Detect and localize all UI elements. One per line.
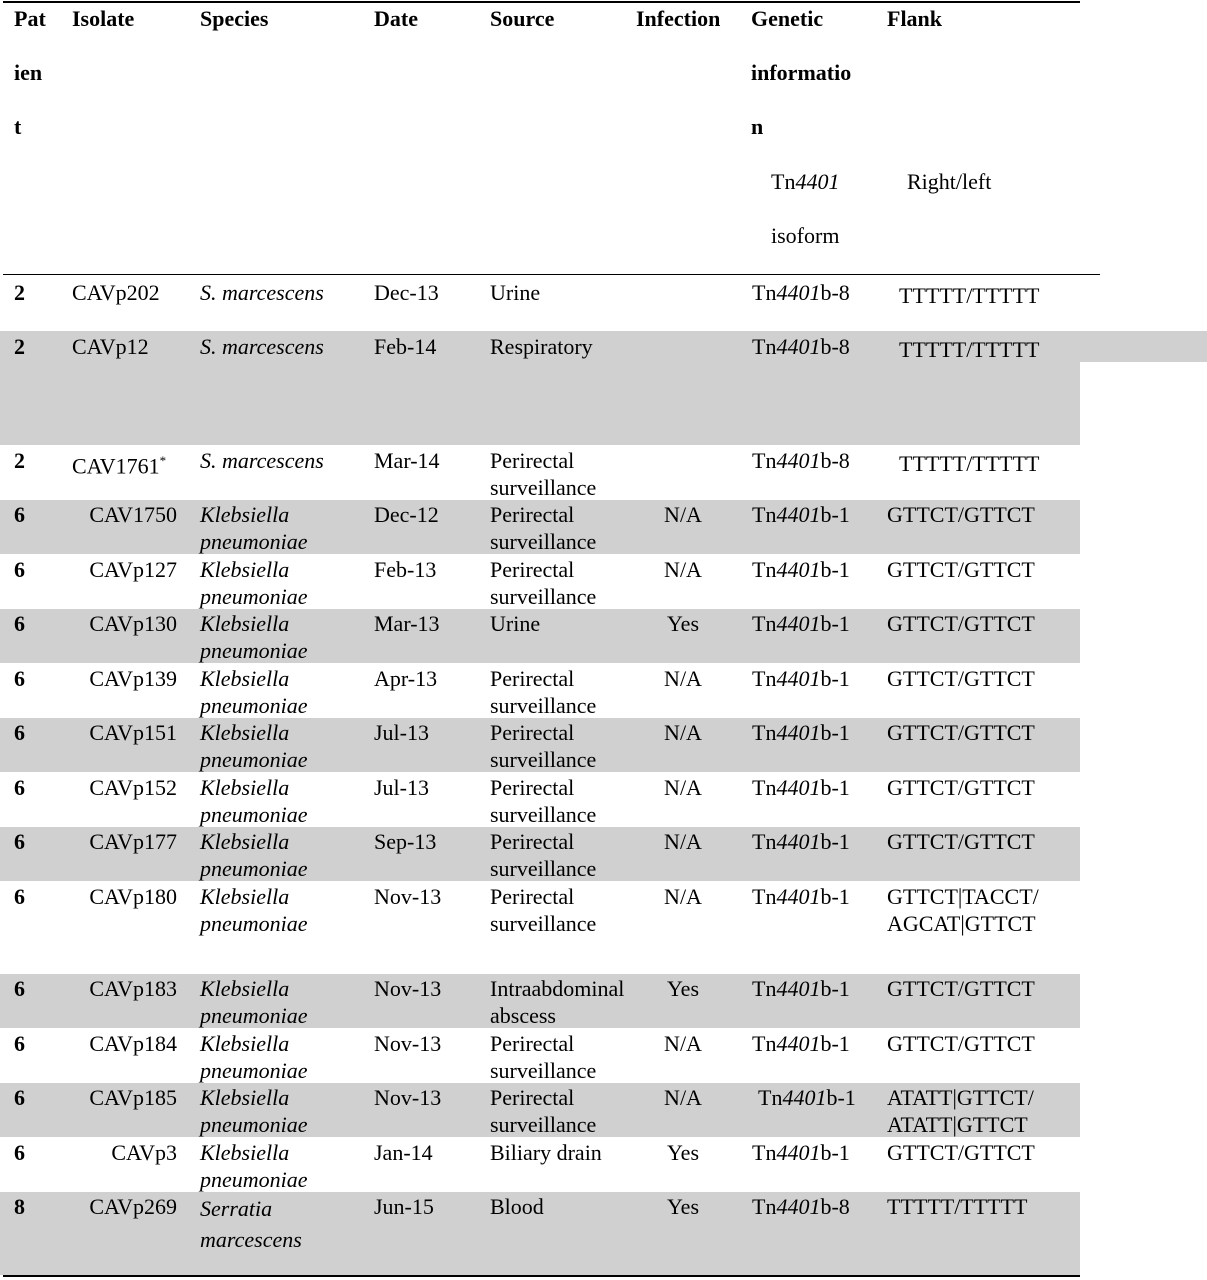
cell-species: Klebsiella pneumoniae [200, 884, 308, 936]
cell-flank: GTTCT/GTTCT [887, 976, 1035, 1001]
cell-isolate [89, 975, 177, 1002]
isolate-id: CAVp139 [89, 666, 177, 691]
cell-date: Mar-14 [374, 448, 440, 473]
header-genetic-2: informatio [751, 60, 852, 85]
cell-patient: 6 [14, 1031, 25, 1056]
cell-isolate [72, 279, 160, 306]
cell-date: Jan-14 [374, 1140, 433, 1165]
cell-date: Dec-13 [374, 280, 439, 305]
cell-flank: GTTCT/GTTCT [887, 1140, 1035, 1165]
tn-prefix: Tn [752, 611, 777, 636]
cell-source: Perirectal surveillance [490, 1085, 597, 1137]
cell-species: Klebsiella pneumoniae [200, 502, 308, 554]
cell-date: Jul-13 [374, 775, 429, 800]
cell-species: Klebsiella pneumoniae [200, 1085, 308, 1137]
cell-date: Jun-15 [374, 1194, 434, 1219]
isolate-id: CAVp130 [89, 611, 177, 636]
isolate-id: CAVp3 [111, 1140, 177, 1165]
cell-source: Urine [490, 280, 541, 305]
cell-tn-isoform [752, 333, 850, 360]
cell-infection: Yes [666, 976, 700, 1001]
cell-isolate [89, 719, 177, 746]
cell-date: Feb-13 [374, 557, 437, 582]
cell-flank: GTTCT/GTTCT [887, 666, 1035, 691]
cell-species: Klebsiella pneumoniae [200, 976, 308, 1028]
cell-source: Respiratory [490, 334, 593, 359]
cell-infection: N/A [664, 1085, 702, 1110]
tn-num: 4401 [776, 448, 821, 473]
cell-patient: 6 [14, 611, 25, 636]
isolate-id: CAVp184 [89, 1031, 177, 1056]
cell-flank: TTTTT/TTTTT [899, 451, 1040, 476]
cell-species: Klebsiella pneumoniae [200, 1140, 308, 1192]
row-shade [0, 362, 1080, 445]
cell-date: Jul-13 [374, 720, 429, 745]
cell-patient: 6 [14, 829, 25, 854]
tn-prefix: Tn [752, 448, 777, 473]
header-species: Species [200, 6, 269, 31]
cell-patient: 6 [14, 557, 25, 582]
tn-prefix: Tn [752, 334, 777, 359]
cell-date: Mar-13 [374, 611, 440, 636]
header-source: Source [490, 6, 555, 31]
cell-flank: GTTCT/GTTCT [887, 775, 1035, 800]
tn-prefix: Tn [752, 775, 777, 800]
tn-prefix: Tn [752, 884, 777, 909]
cell-flank: GTTCT/GTTCT [887, 720, 1035, 745]
isolate-footnote-mark: * [159, 453, 167, 468]
cell-infection: N/A [664, 884, 702, 909]
tn-suffix: b-1 [820, 557, 850, 582]
cell-tn-isoform [758, 1084, 856, 1111]
cell-date: Nov-13 [374, 976, 442, 1001]
cell-flank: GTTCT/GTTCT [887, 1031, 1035, 1056]
cell-species: Klebsiella pneumoniae [200, 666, 308, 718]
isolate-id: CAVp152 [89, 775, 177, 800]
cell-isolate [89, 1193, 177, 1220]
cell-source: Perirectal surveillance [490, 502, 597, 554]
header-patient-3: t [14, 114, 22, 139]
tn-num: 4401 [776, 502, 821, 527]
cell-patient: 2 [14, 448, 25, 473]
tn-suffix: b-1 [820, 1140, 850, 1165]
cell-source: Perirectal surveillance [490, 829, 597, 881]
cell-flank: TTTTT/TTTTT [899, 337, 1040, 362]
cell-infection: N/A [664, 666, 702, 691]
cell-tn-isoform [752, 610, 850, 637]
tn-prefix: Tn [752, 1194, 777, 1219]
cell-tn-isoform [752, 556, 850, 583]
cell-flank: GTTCT/GTTCT [887, 557, 1035, 582]
bottom-rule [3, 1275, 1080, 1277]
cell-species: Klebsiella pneumoniae [200, 611, 308, 663]
tn-prefix: Tn [752, 1140, 777, 1165]
isolate-id: CAVp177 [89, 829, 177, 854]
cell-tn-isoform [752, 883, 850, 910]
isolate-id: CAV1750 [89, 502, 177, 527]
cell-source: Perirectal surveillance [490, 884, 597, 936]
tn-num: 4401 [776, 884, 821, 909]
cell-species: Klebsiella pneumoniae [200, 775, 308, 827]
cell-isolate [89, 610, 177, 637]
cell-isolate [111, 1139, 177, 1166]
cell-tn-isoform [752, 1030, 850, 1057]
tn-prefix: Tn [752, 557, 777, 582]
cell-infection: N/A [664, 720, 702, 745]
cell-date: Nov-13 [374, 1031, 442, 1056]
cell-tn-isoform [752, 774, 850, 801]
cell-source: Perirectal surveillance [490, 666, 597, 718]
cell-patient: 2 [14, 280, 25, 305]
tn-num: 4401 [776, 720, 821, 745]
cell-infection: N/A [664, 502, 702, 527]
tn-suffix: b-1 [820, 976, 850, 1001]
tn-suffix: b-1 [820, 502, 850, 527]
tn-num: 4401 [776, 666, 821, 691]
cell-date: Apr-13 [374, 666, 438, 691]
tn-suffix: b-8 [820, 1194, 850, 1219]
header-flank: Flank [887, 6, 943, 31]
cell-patient: 6 [14, 1085, 25, 1110]
cell-tn-isoform [752, 501, 850, 528]
cell-flank: ATATT|GTTCT/ ATATT|GTTCT [887, 1085, 1034, 1137]
cell-flank: GTTCT/GTTCT [887, 611, 1035, 636]
cell-source: Biliary drain [490, 1140, 602, 1165]
cell-patient: 6 [14, 976, 25, 1001]
cell-tn-isoform [752, 828, 850, 855]
cell-source: Perirectal surveillance [490, 557, 597, 609]
header-patient-2: ien [14, 60, 43, 85]
cell-patient: 6 [14, 884, 25, 909]
subheader-isoform: isoform [771, 223, 840, 248]
cell-source: Urine [490, 611, 541, 636]
cell-species: S. marcescens [200, 448, 324, 473]
cell-tn-isoform [752, 447, 850, 474]
cell-tn-isoform [752, 279, 850, 306]
header-date: Date [374, 6, 418, 31]
cell-infection: N/A [664, 775, 702, 800]
isolate-id: CAVp127 [89, 557, 177, 582]
tn-num: 4401 [776, 557, 821, 582]
isolate-id: CAVp185 [89, 1085, 177, 1110]
tn-suffix: b-1 [820, 611, 850, 636]
cell-infection: Yes [666, 611, 700, 636]
tn-num: 4401 [782, 1085, 827, 1110]
cell-tn-isoform [752, 665, 850, 692]
tn-suffix: b-8 [820, 334, 850, 359]
header-patient-1: Pat [14, 6, 46, 31]
cell-species: Klebsiella pneumoniae [200, 1031, 308, 1083]
cell-flank: TTTTT/TTTTT [887, 1194, 1028, 1219]
tn-suffix: b-8 [820, 448, 850, 473]
tn-num: 4401 [776, 280, 821, 305]
cell-patient: 6 [14, 775, 25, 800]
tn-suffix: b-1 [820, 666, 850, 691]
tn-suffix: b-8 [820, 280, 850, 305]
cell-date: Sep-13 [374, 829, 437, 854]
cell-isolate [89, 1030, 177, 1057]
isolate-id: CAVp151 [89, 720, 177, 745]
isolate-id: CAVp183 [89, 976, 177, 1001]
top-rule [3, 1, 1080, 3]
cell-source: Perirectal surveillance [490, 1031, 597, 1083]
subheader-tn-number: 4401 [795, 169, 840, 194]
isolate-id: CAVp12 [72, 334, 149, 359]
cell-tn-isoform [752, 719, 850, 746]
cell-patient: 8 [14, 1194, 25, 1219]
tn-num: 4401 [776, 829, 821, 854]
cell-isolate [89, 665, 177, 692]
cell-source: Perirectal surveillance [490, 720, 597, 772]
cell-infection: N/A [664, 1031, 702, 1056]
header-genetic-3: n [751, 114, 764, 139]
tn-num: 4401 [776, 775, 821, 800]
tn-prefix: Tn [758, 1085, 783, 1110]
cell-isolate [89, 501, 177, 528]
tn-prefix: Tn [752, 666, 777, 691]
cell-isolate [89, 556, 177, 583]
cell-tn-isoform [752, 975, 850, 1002]
subheader-right-left: Right/left [907, 169, 992, 194]
cell-patient: 6 [14, 720, 25, 745]
cell-isolate [89, 1084, 177, 1111]
subheader-tn [771, 168, 839, 195]
tn-prefix: Tn [752, 976, 777, 1001]
cell-species: S. marcescens [200, 334, 324, 359]
cell-tn-isoform [752, 1193, 850, 1220]
cell-flank: GTTCT|TACCT/ AGCAT|GTTCT [887, 884, 1039, 936]
cell-flank: GTTCT/GTTCT [887, 829, 1035, 854]
isolate-id: CAVp202 [72, 280, 160, 305]
cell-source: Intraabdominal abscess [490, 976, 625, 1028]
tn-prefix: Tn [752, 280, 777, 305]
tn-prefix: Tn [752, 502, 777, 527]
cell-source: Perirectal surveillance [490, 775, 597, 827]
tn-prefix: Tn [752, 1031, 777, 1056]
tn-num: 4401 [776, 976, 821, 1001]
cell-species: Klebsiella pneumoniae [200, 557, 308, 609]
cell-patient: 6 [14, 502, 25, 527]
tn-suffix: b-1 [820, 1031, 850, 1056]
cell-species: Serratia marcescens [200, 1196, 302, 1252]
subheader-tn-prefix: Tn [771, 169, 796, 194]
cell-isolate [89, 883, 177, 910]
cell-patient: 6 [14, 666, 25, 691]
cell-date: Dec-12 [374, 502, 439, 527]
cell-species: Klebsiella pneumoniae [200, 829, 308, 881]
tn-num: 4401 [776, 1031, 821, 1056]
cell-infection: N/A [664, 557, 702, 582]
tn-suffix: b-1 [820, 829, 850, 854]
cell-date: Nov-13 [374, 884, 442, 909]
cell-date: Feb-14 [374, 334, 437, 359]
tn-num: 4401 [776, 1194, 821, 1219]
cell-species: Klebsiella pneumoniae [200, 720, 308, 772]
cell-infection: Yes [666, 1140, 700, 1165]
cell-species: S. marcescens [200, 280, 324, 305]
cell-infection: N/A [664, 829, 702, 854]
tn-num: 4401 [776, 1140, 821, 1165]
cell-flank: TTTTT/TTTTT [899, 283, 1040, 308]
cell-date: Nov-13 [374, 1085, 442, 1110]
tn-num: 4401 [776, 611, 821, 636]
cell-patient: 6 [14, 1140, 25, 1165]
tn-suffix: b-1 [820, 775, 850, 800]
cell-flank: GTTCT/GTTCT [887, 502, 1035, 527]
cell-isolate [89, 828, 177, 855]
tn-prefix: Tn [752, 829, 777, 854]
tn-num: 4401 [776, 334, 821, 359]
isolate-id: CAV1761 [72, 453, 160, 479]
cell-patient: 2 [14, 334, 25, 359]
header-rule [3, 274, 1100, 275]
tn-suffix: b-1 [826, 1085, 856, 1110]
tn-prefix: Tn [752, 720, 777, 745]
cell-source: Perirectal surveillance [490, 448, 597, 500]
cell-isolate [89, 774, 177, 801]
isolate-id: CAVp180 [89, 884, 177, 909]
isolate-id: CAVp269 [89, 1194, 177, 1219]
header-infection: Infection [636, 6, 721, 31]
cell-isolate [72, 447, 166, 479]
header-genetic-1: Genetic [751, 6, 824, 31]
tn-suffix: b-1 [820, 720, 850, 745]
cell-infection: Yes [666, 1194, 700, 1219]
cell-source: Blood [490, 1194, 544, 1219]
cell-tn-isoform [752, 1139, 850, 1166]
header-isolate: Isolate [72, 6, 135, 31]
tn-suffix: b-1 [820, 884, 850, 909]
cell-isolate [72, 333, 149, 360]
